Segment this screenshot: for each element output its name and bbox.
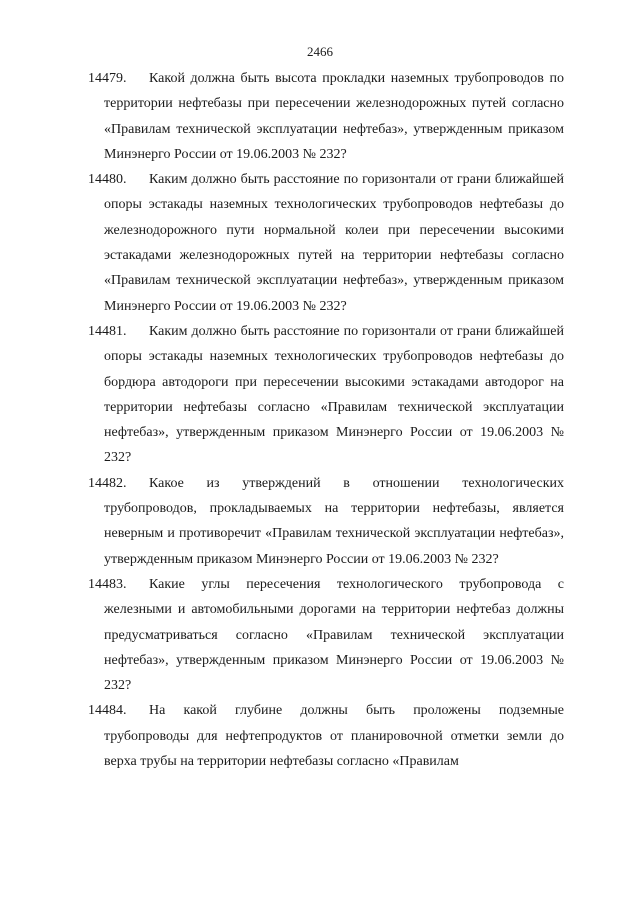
question-number: 14484. — [88, 703, 127, 719]
question-text: Какое из утверждений в отношении технологических трубопроводов, прокладываемых на территории нефтебазы, является неверным и противоречит «Правилам технической эксплуатации нефтебаз», утвержденным приказом Минэнерго России от 19.06.2003 № 232? — [104, 475, 564, 567]
question-item — [0, 471, 640, 572]
page-number: 2466 — [307, 44, 333, 59]
question-item — [0, 319, 640, 471]
question-item — [0, 66, 640, 167]
question-text: Каким должно быть расстояние по горизонтали от грани ближайшей опоры эстакады наземных технологических трубопроводов нефтебазы до железнодорожного пути нормальной колеи при пересечении высокими эстакадами железнодорожных путей на территории нефтебазы согласно «Правилам технической эксплуатации нефтебаз», утвержденным приказом Минэнерго России от 19.06.2003 № 232? — [104, 172, 564, 314]
question-list — [0, 66, 640, 774]
question-item — [0, 167, 640, 319]
question-item — [0, 698, 640, 774]
question-number: 14482. — [88, 475, 127, 491]
question-text: На какой глубине должны быть проложены подземные трубопроводы для нефтепродуктов от планировочной отметки земли до верха трубы на территории нефтебазы согласно «Правилам — [104, 703, 564, 770]
question-number: 14483. — [88, 576, 127, 592]
question-text: Какой должна быть высота прокладки наземных трубопроводов по территории нефтебазы при пересечении железнодорожных путей согласно «Правилам технической эксплуатации нефтебаз», утвержденным приказом Минэнерго России от 19.06.2003 № 232? — [104, 71, 564, 162]
question-item — [0, 572, 640, 698]
question-number: 14480. — [88, 172, 127, 188]
question-text: Какие углы пересечения технологического трубопровода с железными и автомобильными дорогами на территории нефтебаз должны предусматриваться согласно «Правилам технической эксплуатации нефтебаз», утвержденным приказом Минэнерго России от 19.06.2003 № 232? — [104, 576, 564, 694]
question-number: 14479. — [88, 71, 127, 86]
question-text: Каким должно быть расстояние по горизонтали от грани ближайшей опоры эстакады наземных технологических трубопроводов нефтебазы до бордюра автодороги при пересечении высокими эстакадами автодорог на территории нефтебазы согласно «Правилам технической эксплуатации нефтебаз», утвержденным приказом Минэнерго России от 19.06.2003 № 232? — [104, 323, 564, 466]
question-number: 14481. — [88, 323, 127, 339]
